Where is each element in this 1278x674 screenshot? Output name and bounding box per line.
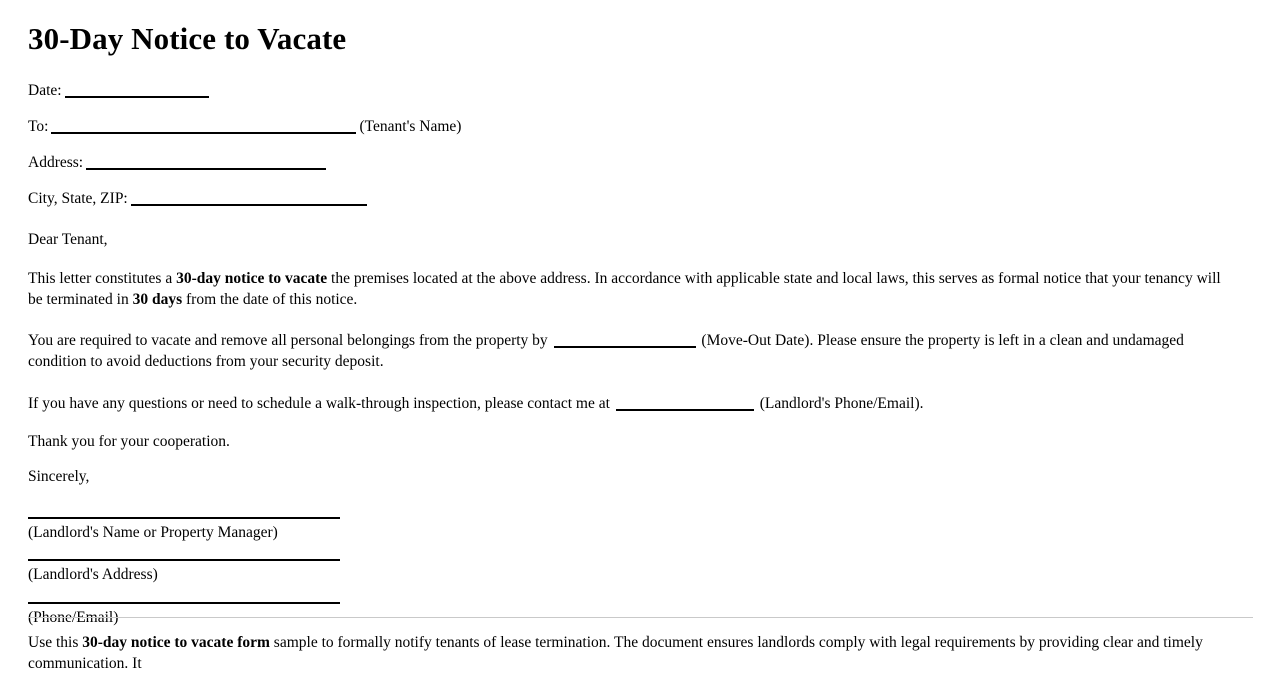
date-label: Date: [28,81,62,99]
landlord-contact-input-blank[interactable] [616,398,754,411]
signature-block [28,517,1250,626]
signature-group-phone-email [28,602,1250,626]
landlord-phone-email-caption: (Phone/Email) [28,608,119,626]
landlord-name-caption: (Landlord's Name or Property Manager) [28,523,278,541]
address-label: Address: [28,153,84,171]
paragraph-move-out [28,330,1234,372]
signature-group-address [28,559,1250,583]
signature-group-name [28,517,1250,541]
tenant-name-input-blank[interactable] [51,121,356,134]
field-row-date [28,83,1250,99]
date-input-blank[interactable] [65,85,209,98]
salutation: Dear Tenant, [28,231,108,249]
landlord-name-signature-line[interactable] [28,517,340,519]
paragraph-1-part-1: This letter constitutes a [28,269,177,287]
footer-part-2: sample to formally notify tenants of lease termination. The document ensures landlords comply with legal requirements by providing clear and timely communication. It [28,634,1203,673]
paragraph-1-bold-1: 30-day notice to vacate [176,269,328,287]
address-input-blank[interactable] [86,157,326,170]
landlord-address-signature-line[interactable] [28,559,340,561]
footer-divider [28,617,1253,618]
landlord-phone-email-signature-line[interactable] [28,602,340,604]
city-state-zip-input-blank[interactable] [131,193,367,206]
field-row-city-state-zip [28,191,1250,207]
paragraph-3-part-1: If you have any questions or need to schedule a walk-through inspection, please contact me at [28,394,610,412]
landlord-address-caption: (Landlord's Address) [28,566,158,584]
paragraph-2-part-1: You are required to vacate and remove all personal belongings from the property by [28,332,548,350]
footer-description [28,632,1238,674]
to-label: To: [28,117,49,135]
paragraph-contact [28,393,1234,414]
tenant-name-note: (Tenant's Name) [359,117,462,135]
move-out-date-input-blank[interactable] [554,335,696,348]
footer-part-1: Use this [28,634,83,651]
paragraph-notice-terms [28,268,1234,310]
field-row-to [28,119,1250,135]
closing-line: Sincerely, [28,468,90,486]
footer-bold-1: 30-day notice to vacate form [82,634,270,651]
paragraph-2-part-2: (Move-Out Date). Please ensure the property is left in a clean and undamaged condition to avoid deductions from your security deposit. [28,332,1184,371]
paragraph-1-bold-2: 30 days [132,290,183,308]
city-state-zip-label: City, State, ZIP: [28,189,128,207]
field-row-address [28,155,1250,171]
thank-you-line: Thank you for your cooperation. [28,432,230,450]
page-title: 30-Day Notice to Vacate [28,21,347,56]
paragraph-1-part-3: from the date of this notice. [182,290,358,308]
paragraph-1-part-2: the premises located at the above address. In accordance with applicable state and local laws, this serves as formal notice that your tenancy will be terminated in [28,269,1221,308]
paragraph-3-part-2: (Landlord's Phone/Email). [759,394,924,412]
